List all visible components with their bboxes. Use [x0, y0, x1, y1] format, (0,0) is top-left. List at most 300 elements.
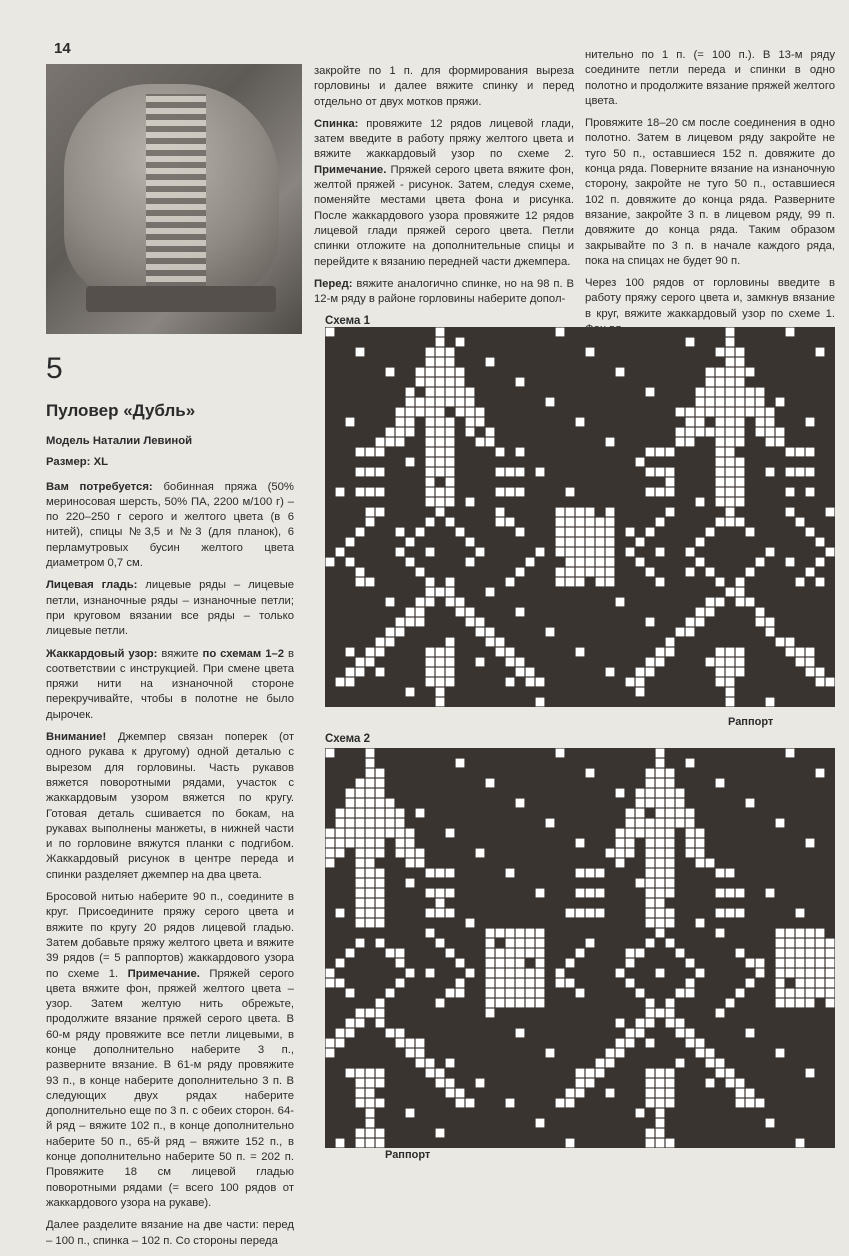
scheme2-cell	[416, 1069, 425, 1078]
scheme1-cell	[386, 348, 395, 357]
scheme2-cell	[396, 949, 405, 958]
scheme1-cell	[736, 418, 745, 427]
scheme1-cell	[826, 518, 835, 527]
scheme2-cell	[386, 1079, 395, 1088]
scheme1-cell	[446, 658, 455, 667]
scheme1-cell	[606, 418, 615, 427]
scheme1-cell	[516, 688, 525, 697]
scheme2-cell	[686, 1109, 695, 1118]
scheme2-cell	[326, 939, 335, 948]
scheme1-cell	[726, 698, 735, 707]
scheme2-cell	[786, 829, 795, 838]
scheme1-cell	[626, 358, 635, 367]
scheme1-cell	[636, 448, 645, 457]
scheme1-cell	[646, 418, 655, 427]
scheme1-cell	[656, 418, 665, 427]
scheme2-cell	[476, 829, 485, 838]
scheme2-cell	[406, 1099, 415, 1108]
scheme2-cell	[756, 849, 765, 858]
scheme1-cell	[716, 468, 725, 477]
scheme2-cell	[546, 1139, 555, 1148]
scheme2-cell	[706, 1079, 715, 1088]
scheme2-cell	[736, 939, 745, 948]
scheme1-cell	[536, 348, 545, 357]
scheme2-cell	[476, 779, 485, 788]
scheme2-cell	[586, 1129, 595, 1138]
scheme2-cell	[476, 999, 485, 1008]
scheme2-cell	[816, 1009, 825, 1018]
scheme2-cell	[436, 769, 445, 778]
scheme1-cell	[546, 618, 555, 627]
scheme2-cell	[636, 1119, 645, 1128]
scheme2-cell	[646, 1119, 655, 1128]
scheme2-cell	[336, 879, 345, 888]
scheme1-cell	[576, 538, 585, 547]
scheme1-cell	[556, 568, 565, 577]
scheme2-cell	[796, 1019, 805, 1028]
scheme2-cell	[716, 1119, 725, 1128]
scheme1-cell	[576, 358, 585, 367]
scheme2-cell	[476, 1049, 485, 1058]
scheme2-cell	[756, 1049, 765, 1058]
scheme2-cell	[386, 829, 395, 838]
scheme2-cell	[766, 939, 775, 948]
scheme1-cell	[556, 518, 565, 527]
scheme2-cell	[706, 889, 715, 898]
scheme1-cell	[696, 418, 705, 427]
scheme2-cell	[756, 1059, 765, 1068]
scheme1-cell	[526, 648, 535, 657]
scheme1-cell	[396, 688, 405, 697]
scheme2-cell	[566, 889, 575, 898]
scheme1-cell	[676, 388, 685, 397]
scheme2-cell	[446, 819, 455, 828]
scheme2-cell	[536, 839, 545, 848]
scheme1-cell	[426, 388, 435, 397]
scheme1-cell	[566, 428, 575, 437]
scheme2-cell	[466, 869, 475, 878]
scheme2-cell	[666, 789, 675, 798]
scheme1-cell	[546, 438, 555, 447]
scheme1-cell	[826, 638, 835, 647]
scheme1-cell	[686, 348, 695, 357]
scheme1-cell	[506, 658, 515, 667]
scheme1-cell	[736, 388, 745, 397]
scheme2-cell	[526, 1049, 535, 1058]
scheme1-cell	[426, 348, 435, 357]
scheme1-cell	[766, 378, 775, 387]
scheme1-cell	[716, 678, 725, 687]
scheme1-cell	[706, 608, 715, 617]
scheme1-cell	[746, 458, 755, 467]
scheme2-cell	[356, 1099, 365, 1108]
scheme1-cell	[396, 618, 405, 627]
scheme1-cell	[646, 368, 655, 377]
scheme2-cell	[406, 1039, 415, 1048]
scheme2-cell	[326, 789, 335, 798]
scheme2-cell	[336, 1069, 345, 1078]
scheme1-cell	[456, 628, 465, 637]
scheme2-cell	[676, 889, 685, 898]
scheme1-cell	[696, 348, 705, 357]
scheme2-cell	[616, 829, 625, 838]
scheme1-cell	[756, 628, 765, 637]
scheme1-cell	[716, 348, 725, 357]
scheme2-cell	[686, 1019, 695, 1028]
scheme2-cell	[746, 819, 755, 828]
scheme2-cell	[416, 749, 425, 758]
scheme2-cell	[526, 879, 535, 888]
scheme1-cell	[556, 628, 565, 637]
scheme2-cell	[746, 889, 755, 898]
scheme1-cell	[366, 588, 375, 597]
scheme2-cell	[396, 1139, 405, 1148]
scheme1-cell	[566, 448, 575, 457]
scheme1-cell	[396, 448, 405, 457]
scheme1-cell	[586, 568, 595, 577]
scheme1-cell	[736, 498, 745, 507]
scheme1-cell	[386, 608, 395, 617]
scheme2-cell	[766, 1079, 775, 1088]
scheme2-cell	[396, 809, 405, 818]
scheme1-cell	[726, 418, 735, 427]
scheme1-cell	[736, 538, 745, 547]
scheme1-cell	[526, 498, 535, 507]
scheme2-cell	[666, 799, 675, 808]
scheme1-cell	[656, 618, 665, 627]
scheme2-cell	[476, 959, 485, 968]
scheme1-cell	[686, 688, 695, 697]
scheme1-cell	[396, 528, 405, 537]
scheme2-cell	[326, 1119, 335, 1128]
scheme2-cell	[336, 759, 345, 768]
scheme1-cell	[656, 528, 665, 537]
scheme2-cell	[366, 1099, 375, 1108]
scheme1-cell	[566, 668, 575, 677]
scheme1-cell	[346, 388, 355, 397]
scheme1-cell	[656, 608, 665, 617]
scheme1-cell	[656, 438, 665, 447]
scheme2-cell	[776, 919, 785, 928]
scheme1-cell	[566, 648, 575, 657]
scheme2-cell	[456, 779, 465, 788]
scheme2-cell	[786, 879, 795, 888]
scheme1-cell	[336, 428, 345, 437]
scheme2-cell	[486, 849, 495, 858]
scheme2-cell	[456, 859, 465, 868]
scheme1-cell	[346, 588, 355, 597]
scheme2-cell	[546, 1079, 555, 1088]
scheme2-cell	[626, 819, 635, 828]
scheme1-cell	[396, 698, 405, 707]
scheme1-cell	[536, 358, 545, 367]
scheme2-cell	[606, 1009, 615, 1018]
scheme1-cell	[726, 368, 735, 377]
scheme2-cell	[556, 879, 565, 888]
scheme1-cell	[356, 328, 365, 337]
scheme2-cell	[816, 949, 825, 958]
scheme1-cell	[396, 578, 405, 587]
scheme2-cell	[746, 1129, 755, 1138]
scheme1-cell	[696, 438, 705, 447]
scheme2-cell	[506, 1049, 515, 1058]
scheme2-cell	[466, 1009, 475, 1018]
scheme2-cell	[406, 869, 415, 878]
scheme1-cell	[536, 648, 545, 657]
scheme1-cell	[426, 648, 435, 657]
scheme2-cell	[326, 999, 335, 1008]
scheme1-cell	[766, 598, 775, 607]
scheme2-cell	[436, 1089, 445, 1098]
scheme1-cell	[556, 688, 565, 697]
scheme2-cell	[406, 1089, 415, 1098]
scheme2-cell	[386, 899, 395, 908]
scheme2-cell	[786, 809, 795, 818]
scheme1-cell	[826, 478, 835, 487]
scheme2-cell	[766, 1039, 775, 1048]
scheme1-cell	[426, 678, 435, 687]
scheme2-cell	[436, 869, 445, 878]
scheme2-cell	[746, 789, 755, 798]
scheme2-cell	[506, 789, 515, 798]
scheme2-cell	[516, 1029, 525, 1038]
scheme1-cell	[666, 588, 675, 597]
front-paragraph	[314, 277, 574, 308]
scheme2-cell	[776, 889, 785, 898]
scheme2-cell	[446, 1079, 455, 1088]
scheme2-cell	[646, 1029, 655, 1038]
scheme2-cell	[716, 929, 725, 938]
scheme1-cell	[826, 348, 835, 357]
scheme1-cell	[516, 538, 525, 547]
scheme2-cell	[686, 859, 695, 868]
scheme1-cell	[646, 668, 655, 677]
scheme1-cell	[766, 328, 775, 337]
scheme2-cell	[566, 939, 575, 948]
scheme2-cell	[366, 1109, 375, 1118]
scheme2-cell	[446, 909, 455, 918]
scheme1-cell	[536, 538, 545, 547]
scheme1-cell	[736, 688, 745, 697]
scheme2-cell	[526, 959, 535, 968]
scheme1-cell	[536, 458, 545, 467]
scheme1-cell	[796, 568, 805, 577]
scheme1-cell	[756, 528, 765, 537]
scheme2-cell	[516, 869, 525, 878]
scheme2-cell	[636, 1039, 645, 1048]
scheme1-cell	[716, 458, 725, 467]
scheme2-cell	[716, 1009, 725, 1018]
scheme2-cell	[616, 1019, 625, 1028]
scheme2-cell	[636, 1049, 645, 1058]
scheme2-cell	[436, 889, 445, 898]
scheme2-cell	[326, 949, 335, 958]
scheme1-cell	[726, 588, 735, 597]
scheme2-cell	[356, 869, 365, 878]
scheme2-cell	[746, 1029, 755, 1038]
scheme2-cell	[816, 1039, 825, 1048]
scheme1-cell	[806, 488, 815, 497]
scheme1-cell	[556, 548, 565, 557]
scheme2-cell	[386, 889, 395, 898]
scheme1-cell	[736, 528, 745, 537]
scheme1-cell	[336, 378, 345, 387]
scheme1-cell	[496, 348, 505, 357]
scheme2-cell	[576, 1119, 585, 1128]
scheme2-cell	[626, 999, 635, 1008]
scheme1-cell	[446, 468, 455, 477]
scheme2-cell	[536, 779, 545, 788]
scheme2-cell	[726, 1069, 735, 1078]
scheme1-cell	[646, 538, 655, 547]
scheme2-cell	[696, 869, 705, 878]
scheme2-cell	[716, 839, 725, 848]
scheme2-cell	[566, 789, 575, 798]
scheme2-cell	[546, 799, 555, 808]
scheme2-cell	[686, 829, 695, 838]
scheme2-cell	[366, 1119, 375, 1128]
scheme1-cell	[706, 698, 715, 707]
scheme1-cell	[396, 368, 405, 377]
scheme2-cell	[406, 999, 415, 1008]
scheme2-cell	[506, 1079, 515, 1088]
scheme2-cell	[686, 939, 695, 948]
scheme1-cell	[406, 468, 415, 477]
scheme2-cell	[676, 959, 685, 968]
scheme1-cell	[356, 498, 365, 507]
scheme2-cell	[626, 829, 635, 838]
scheme2-cell	[806, 1119, 815, 1128]
scheme1-cell	[376, 408, 385, 417]
scheme2-cell	[466, 909, 475, 918]
scheme2-cell	[656, 979, 665, 988]
scheme2-cell	[706, 979, 715, 988]
scheme2-cell	[336, 819, 345, 828]
scheme1-cell	[656, 508, 665, 517]
scheme1-cell	[666, 638, 675, 647]
scheme1-cell	[706, 558, 715, 567]
scheme2-cell	[386, 1069, 395, 1078]
scheme2-cell	[486, 769, 495, 778]
scheme1-cell	[536, 698, 545, 707]
scheme2-cell	[826, 759, 835, 768]
scheme2-cell	[646, 1099, 655, 1108]
scheme2-cell	[356, 1079, 365, 1088]
scheme1-cell	[326, 508, 335, 517]
scheme1-cell	[556, 358, 565, 367]
scheme2-cell	[386, 779, 395, 788]
scheme2-cell	[326, 1109, 335, 1118]
scheme1-cell	[336, 398, 345, 407]
scheme1-cell	[826, 358, 835, 367]
scheme2-cell	[576, 1099, 585, 1108]
scheme1-cell	[656, 578, 665, 587]
scheme1-cell	[806, 358, 815, 367]
scheme2-cell	[826, 899, 835, 908]
scheme1-cell	[626, 618, 635, 627]
scheme1-cell	[826, 368, 835, 377]
scheme2-cell	[816, 939, 825, 948]
scheme2-cell	[616, 1049, 625, 1058]
scheme2-cell	[376, 1119, 385, 1128]
scheme1-cell	[496, 418, 505, 427]
scheme1-cell	[456, 428, 465, 437]
scheme2-cell	[606, 1019, 615, 1028]
scheme2-cell	[776, 1129, 785, 1138]
scheme1-cell	[596, 608, 605, 617]
scheme1-cell	[706, 688, 715, 697]
scheme1-cell	[766, 368, 775, 377]
scheme1-cell	[426, 408, 435, 417]
scheme2-cell	[746, 809, 755, 818]
scheme2-cell	[586, 939, 595, 948]
scheme2-cell	[786, 769, 795, 778]
scheme2-cell	[686, 759, 695, 768]
scheme1-cell	[376, 568, 385, 577]
scheme1-cell	[526, 618, 535, 627]
scheme1-cell	[546, 588, 555, 597]
scheme1-cell	[726, 658, 735, 667]
scheme1-cell	[706, 358, 715, 367]
scheme1-cell	[526, 468, 535, 477]
scheme2-cell	[746, 1059, 755, 1068]
scheme2-cell	[776, 779, 785, 788]
scheme1-cell	[656, 668, 665, 677]
scheme1-cell	[626, 558, 635, 567]
scheme1-cell	[696, 408, 705, 417]
scheme1-cell	[566, 578, 575, 587]
scheme1-cell	[416, 558, 425, 567]
scheme2-cell	[556, 949, 565, 958]
scheme1-cell	[796, 498, 805, 507]
scheme1-cell	[446, 648, 455, 657]
scheme1-cell	[716, 478, 725, 487]
scheme2-cell	[386, 859, 395, 868]
scheme1-cell	[776, 428, 785, 437]
scheme2-cell	[416, 869, 425, 878]
scheme1-cell	[516, 428, 525, 437]
scheme2-cell	[776, 1119, 785, 1128]
scheme1-cell	[676, 398, 685, 407]
scheme2-cell	[336, 909, 345, 918]
scheme2-cell	[596, 1119, 605, 1128]
scheme2-cell	[826, 1029, 835, 1038]
scheme2-cell	[386, 799, 395, 808]
scheme1-cell	[406, 698, 415, 707]
scheme1-cell	[346, 338, 355, 347]
scheme2-cell	[346, 889, 355, 898]
scheme2-cell	[656, 749, 665, 758]
scheme1-cell	[406, 528, 415, 537]
scheme1-cell	[746, 408, 755, 417]
scheme2-cell	[446, 759, 455, 768]
scheme2-cell	[526, 949, 535, 958]
scheme2-cell	[826, 889, 835, 898]
scheme1-cell	[426, 688, 435, 697]
scheme2-cell	[486, 979, 495, 988]
scheme1-cell	[696, 468, 705, 477]
scheme1-cell	[706, 678, 715, 687]
scheme1-cell	[666, 448, 675, 457]
scheme2-cell	[576, 1059, 585, 1068]
scheme2-cell	[816, 779, 825, 788]
scheme2-cell	[446, 749, 455, 758]
scheme2-cell	[396, 909, 405, 918]
scheme1-cell	[716, 538, 725, 547]
scheme1-cell	[346, 458, 355, 467]
scheme1-cell	[646, 588, 655, 597]
scheme2-cell	[486, 899, 495, 908]
